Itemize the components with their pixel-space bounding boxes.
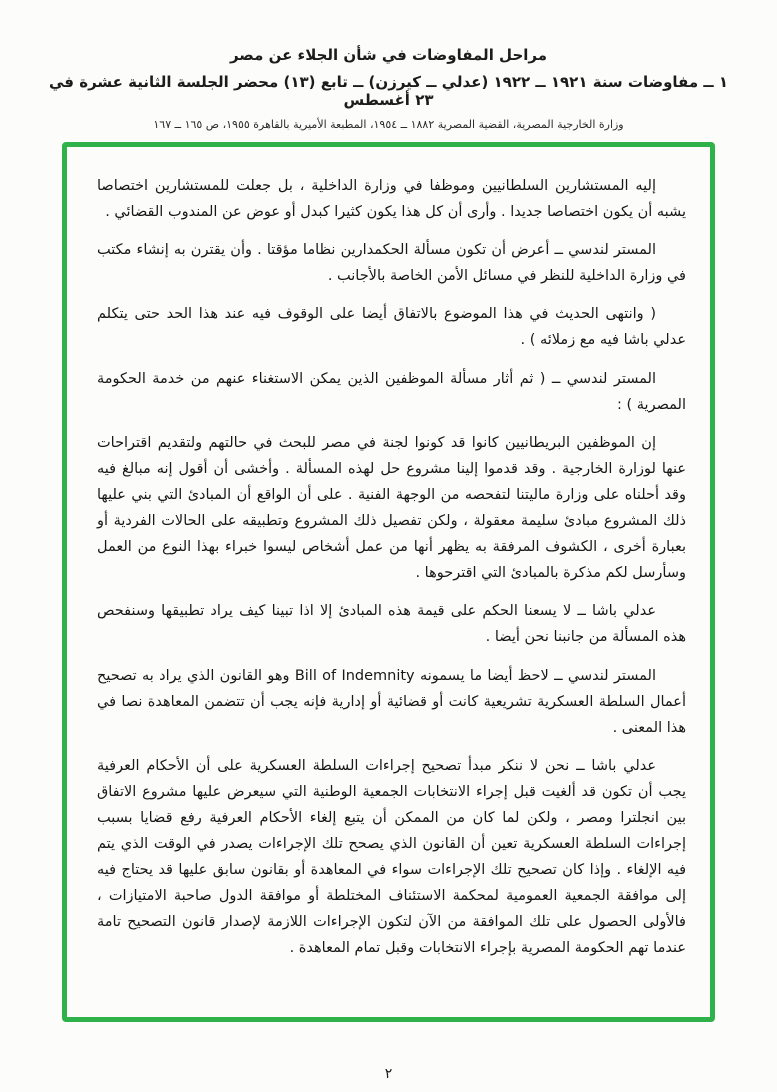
highlight-box xyxy=(62,142,715,1022)
body-paragraph: المستر لندسي ــ أعرض أن تكون مسألة الحكمدارين نظاما مؤقتا . وأن يقترن به إنشاء مكتب في وزارة الداخلية للنظر في مسائل الأمن الخاصة بالأجانب . xyxy=(97,242,686,285)
body-paragraph: عدلي باشا ــ لا يسعنا الحكم على قيمة هذه المبادئ إلا اذا تبينا كيف يراد تطبيقها وسنفحص هذه المسألة من جانبنا نحن أيضا . xyxy=(97,603,686,646)
document-title: مراحل المفاوضات في شأن الجلاء عن مصر xyxy=(229,46,548,64)
body-paragraph: المستر لندسي ــ لاحظ أيضا ما يسمونه Bill of Indemnity وهو القانون الذي يراد به تصحيح أعمال السلطة العسكرية تشريعية كانت أو قضائية أو إدارية فإنه يجب أن تتضمن المعاهدة نصا في هذا المعنى . xyxy=(97,667,686,736)
document-header xyxy=(40,46,737,131)
body-paragraph: عدلي باشا ــ نحن لا ننكر مبدأ تصحيح إجراءات السلطة العسكرية على أن الأحكام العرفية يجب أن تكون قد ألغيت قبل إجراء الانتخابات الجمعية الوطنية التي سيعرض عليها مشروع الاتفاق بين انجلترا ومصر ، ولكن لما كان من الممكن أن يتبع إلغاء الأحكام العرفية رفع قضايا بسبب إجراءات السلطة العسكرية تعين أن القانون الذي يصحح تلك الإجراءات يصدر في الوقت الذي يتم فيه الإلغاء . وإذا كان تصحيح تلك الإجراءات سواء في المعاهدة أو بقانون سابق عليها قد يحتاج فيه إلى موافقة الجمعية العمومية لمحكمة الاستئناف المختلطة أو موافقة الدول صاحبة الامتيازات ، فالأولى الحصول على تلك الموافقة من الآن لتكون الإجراءات اللازمة لإصدار قانون التصحيح تامة عندما تهم الحكومة المصرية بإجراء الانتخابات وقبل تمام المعاهدة . xyxy=(97,757,686,957)
document-source-citation: وزارة الخارجية المصرية، القضية المصرية ١٨٨٢ ــ ١٩٥٤، المطبعة الأميرية بالقاهرة ١٩٥٥، ص ١٦٥ ــ ١٦٧ xyxy=(153,118,624,131)
body-paragraph: إن الموظفين البريطانيين كانوا قد كونوا لجنة في مصر للبحث في حالتهم ولتقديم اقتراحات عنها لوزارة الخارجية . وقد قدموا إلينا مشروع حل لهذه المسألة . وأخشى أن أقول إنه مبالغ فيه وقد أحلناه على وزارة ماليتنا لتفحصه من الوجهة الفنية . على أن الواقع أن المبادئ التي بني عليها ذلك المشروع مبادئ سليمة معقولة ، ولكن تفصيل ذلك المشروع وتطبيقه على الحالات الفردية أو بعبارة أخرى ، الكشوف المرفقة به يظهر أنها من عمل أشخاص ليسوا خبراء بهذا النوع من العمل وسأرسل لكم مذكرة بالمبادئ التي اقترحوها . xyxy=(97,434,686,582)
body-paragraph: ( وانتهى الحديث في هذا الموضوع بالاتفاق أيضا على الوقوف فيه عند هذا الحد حتى يتكلم عدلي باشا فيه مع زملائه ) . xyxy=(97,306,686,349)
body-paragraph: إليه المستشارين السلطانيين وموظفا في وزارة الداخلية ، بل جعلت للمستشارين اختصاصا يشبه أن يكون اختصاصا جديدا . وأرى أن كل هذا يكون كثيرا كبدل أو عوض عن المندوب القضائي . xyxy=(97,178,686,221)
body-paragraph: المستر لندسي ــ ( ثم أثار مسألة الموظفين الذين يمكن الاستغناء عنهم من خدمة الحكومة المصرية ) : xyxy=(97,370,686,413)
page-number: ٢ xyxy=(384,1066,393,1082)
document-subtitle: ١ ــ مفاوضات سنة ١٩٢١ ــ ١٩٢٢ (عدلي ــ كيرزن) ــ تابع (١٣) محضر الجلسة الثانية عشرة في ٢٣ أغسطس xyxy=(49,73,728,109)
